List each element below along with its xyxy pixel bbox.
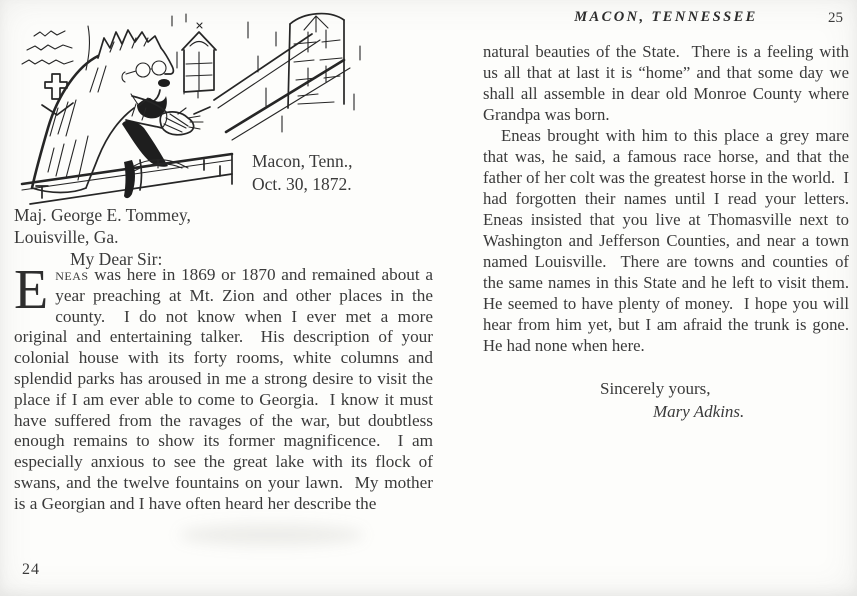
recipient-name: Maj. George E. Tommey, — [14, 205, 191, 225]
drop-cap-word: neas — [55, 265, 89, 284]
recipient-address — [14, 204, 191, 248]
church-window — [288, 14, 344, 108]
scan-smudge — [179, 524, 364, 546]
drop-cap: E — [14, 259, 49, 321]
running-header-title: MACON, TENNESSEE — [574, 9, 758, 25]
dateline — [252, 150, 353, 196]
dateline-date: Oct. 30, 1872. — [252, 174, 352, 194]
letter-signature: Mary Adkins. — [653, 402, 745, 421]
letter-paragraph: natural beauties of the State. There is a feeling with us all that at last it is “home” and that some day we shall all assemble in dear old Monroe County where Grandpa was born. — [483, 42, 854, 124]
left-page — [14, 8, 438, 588]
letter-closing: Sincerely yours, — [600, 379, 711, 398]
page-number-left: 24 — [22, 561, 40, 578]
salutation: My Dear Sir: — [70, 249, 163, 269]
pulpit-desk — [22, 154, 232, 204]
recipient-city: Louisville, Ga. — [14, 227, 119, 247]
hatch-marks — [172, 14, 360, 132]
right-page — [483, 8, 857, 588]
letter-body-text: was here in 1869 or 1870 and remained about a year preaching at Mt. Zion and other places in the county. I do not know when I ever met a more original and entertaining talker. His description of your colonial house with its forty rooms, white columns and splendid parks has aroused in me a strong desire to visit the place if I am ever able to come to Georgia. I know it must have suffered from the ravages of the war, but doubtless enough remains to show its former magnificence. I am especially anxious to see the great lake with its flock of swans, and the twelve fountains on your lawn. My mother is a Georgian and I have often heard her describe the — [14, 265, 438, 513]
dateline-place: Macon, Tenn., — [252, 151, 353, 171]
house-lantern-icon — [182, 23, 216, 98]
running-header — [483, 8, 849, 30]
letter-paragraph: Eneas brought with him to this place a grey mare that was, he said, a famous race horse, and that the father of her colt was the greatest horse in the world. I had forgotten their names until I read your letters. Eneas insisted that you live at Thomasville next to Washington and Jefferson Counties, and near a town named Louisville. There are towns and counties of the same names in this State and he left to visit them. He seemed to have plenty of money. I hope you will hear from him yet, but I am afraid the trunk is gone. He had none when here. — [483, 126, 857, 355]
page-number-right: 25 — [828, 10, 843, 26]
